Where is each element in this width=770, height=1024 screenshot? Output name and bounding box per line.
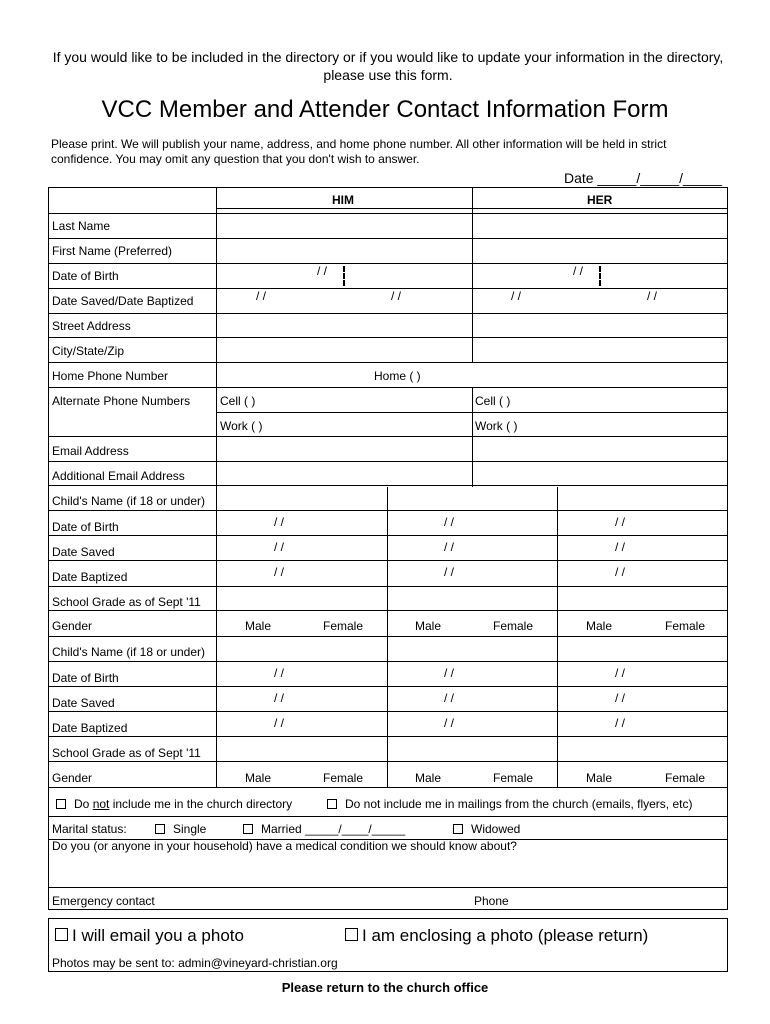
enclose-photo-option[interactable]	[345, 926, 648, 946]
marital-label: Marital status:	[52, 822, 127, 836]
alt-phone-label: Alternate Phone Numbers	[52, 394, 191, 408]
him-baptized-field[interactable]: / /	[391, 289, 402, 303]
saved-baptized-label: Date Saved/Date Baptized	[52, 294, 194, 308]
him-work-field[interactable]: Work ( )	[220, 419, 263, 433]
last-name-label: Last Name	[52, 219, 111, 233]
street-label: Street Address	[52, 319, 131, 333]
opt-out-directory-pre: Do	[74, 797, 93, 811]
child1a-dob[interactable]: / /	[274, 515, 285, 529]
opt-out-directory-post: include me in the church directory	[109, 797, 293, 811]
intro-text: If you would like to be included in the directory or if you would like to update your information in the directory, please use this form.	[52, 49, 724, 83]
child2a-baptized[interactable]: / /	[274, 716, 285, 730]
child2c-saved[interactable]: / /	[615, 691, 626, 705]
child1b-male[interactable]: Male	[415, 619, 442, 633]
child2-grade-label: School Grade as of Sept '11	[52, 746, 201, 760]
email-label: Email Address	[52, 444, 129, 458]
child1c-male[interactable]: Male	[586, 619, 613, 633]
checkbox-icon[interactable]	[453, 824, 463, 834]
opt-out-mailings[interactable]	[327, 797, 692, 811]
child2a-male[interactable]: Male	[245, 771, 272, 785]
child2c-dob[interactable]: / /	[615, 666, 626, 680]
child1c-baptized[interactable]: / /	[615, 565, 626, 579]
child1-dob-label: Date of Birth	[52, 520, 119, 534]
him-saved-field[interactable]: / /	[256, 289, 267, 303]
child2c-male[interactable]: Male	[586, 771, 613, 785]
opt-out-directory-not: not	[92, 797, 110, 811]
child1b-saved[interactable]: / /	[444, 540, 455, 554]
contact-table	[48, 187, 728, 910]
child1-gender-label: Gender	[52, 619, 93, 633]
widowed-option[interactable]	[453, 822, 520, 836]
her-column-header: HER	[587, 193, 613, 207]
child2b-female[interactable]: Female	[493, 771, 534, 785]
add-email-label: Additional Email Address	[52, 469, 185, 483]
email-photo-label: I will email you a photo	[72, 926, 244, 945]
child2-dob-label: Date of Birth	[52, 671, 119, 685]
checkbox-icon[interactable]	[56, 799, 66, 809]
form-title: VCC Member and Attender Contact Information Form	[101, 96, 669, 123]
child2c-baptized[interactable]: / /	[615, 716, 626, 730]
city-label: City/State/Zip	[52, 344, 125, 358]
opt-out-directory[interactable]	[56, 797, 292, 811]
him-dob-field[interactable]: / /	[317, 264, 328, 278]
widowed-label: Widowed	[471, 822, 521, 836]
enclose-photo-label: I am enclosing a photo (please return)	[362, 926, 649, 945]
married-option[interactable]	[243, 822, 405, 836]
child2-baptized-label: Date Baptized	[52, 721, 128, 735]
footer-text: Please return to the church office	[281, 980, 489, 995]
child2-name-label: Child's Name (if 18 or under)	[52, 645, 206, 659]
child1c-saved[interactable]: / /	[615, 540, 626, 554]
child2a-saved[interactable]: / /	[274, 691, 285, 705]
home-phone-field[interactable]: Home ( )	[374, 369, 421, 383]
her-baptized-field[interactable]: / /	[647, 289, 658, 303]
phone-label: Phone	[474, 894, 509, 908]
child2-saved-label: Date Saved	[52, 696, 115, 710]
child2-gender-label: Gender	[52, 771, 93, 785]
child1b-dob[interactable]: / /	[444, 515, 455, 529]
child1c-female[interactable]: Female	[665, 619, 706, 633]
child1a-baptized[interactable]: / /	[274, 565, 285, 579]
date-field[interactable]: Date _____/_____/_____	[563, 170, 722, 186]
checkbox-icon[interactable]	[55, 928, 68, 941]
checkbox-icon[interactable]	[327, 799, 337, 809]
married-label: Married _____/____/_____	[261, 822, 406, 836]
child2b-saved[interactable]: / /	[444, 691, 455, 705]
home-phone-label: Home Phone Number	[52, 369, 169, 383]
first-name-label: First Name (Preferred)	[52, 244, 173, 258]
checkbox-icon[interactable]	[345, 928, 358, 941]
checkbox-icon[interactable]	[155, 824, 165, 834]
child2a-female[interactable]: Female	[323, 771, 364, 785]
her-cell-field[interactable]: Cell ( )	[475, 394, 511, 408]
single-label: Single	[173, 822, 207, 836]
child2b-baptized[interactable]: / /	[444, 716, 455, 730]
child1a-male[interactable]: Male	[245, 619, 272, 633]
child1b-female[interactable]: Female	[493, 619, 534, 633]
photos-email-text: Photos may be sent to: admin@vineyard-christian.org	[52, 956, 338, 970]
child1a-female[interactable]: Female	[323, 619, 364, 633]
her-saved-field[interactable]: / /	[511, 289, 522, 303]
him-cell-field[interactable]: Cell ( )	[220, 394, 256, 408]
her-work-field[interactable]: Work ( )	[475, 419, 518, 433]
child1a-saved[interactable]: / /	[274, 540, 285, 554]
him-column-header: HIM	[332, 193, 354, 207]
child1-baptized-label: Date Baptized	[52, 570, 128, 584]
dob-label: Date of Birth	[52, 269, 119, 283]
medical-question: Do you (or anyone in your household) have a medical condition we should know about?	[52, 839, 517, 853]
her-dob-field[interactable]: / /	[573, 264, 584, 278]
email-photo-option[interactable]	[55, 926, 244, 946]
child1-name-label: Child's Name (if 18 or under)	[52, 494, 206, 508]
child1c-dob[interactable]: / /	[615, 515, 626, 529]
photo-section	[48, 918, 728, 972]
opt-out-mailings-label: Do not include me in mailings from the church (emails, flyers, etc)	[345, 797, 693, 811]
child1-saved-label: Date Saved	[52, 545, 115, 559]
child2a-dob[interactable]: / /	[274, 666, 285, 680]
checkbox-icon[interactable]	[243, 824, 253, 834]
child2b-male[interactable]: Male	[415, 771, 442, 785]
child2b-dob[interactable]: / /	[444, 666, 455, 680]
single-option[interactable]	[155, 822, 206, 836]
child2c-female[interactable]: Female	[665, 771, 706, 785]
child1b-baptized[interactable]: / /	[444, 565, 455, 579]
emergency-contact-label: Emergency contact	[52, 894, 155, 908]
child1-grade-label: School Grade as of Sept '11	[52, 595, 201, 609]
instructions-text: Please print. We will publish your name, address, and home phone number. All other information will be held in strict confidence. You may omit any question that you don't wish to answer.	[51, 137, 667, 166]
